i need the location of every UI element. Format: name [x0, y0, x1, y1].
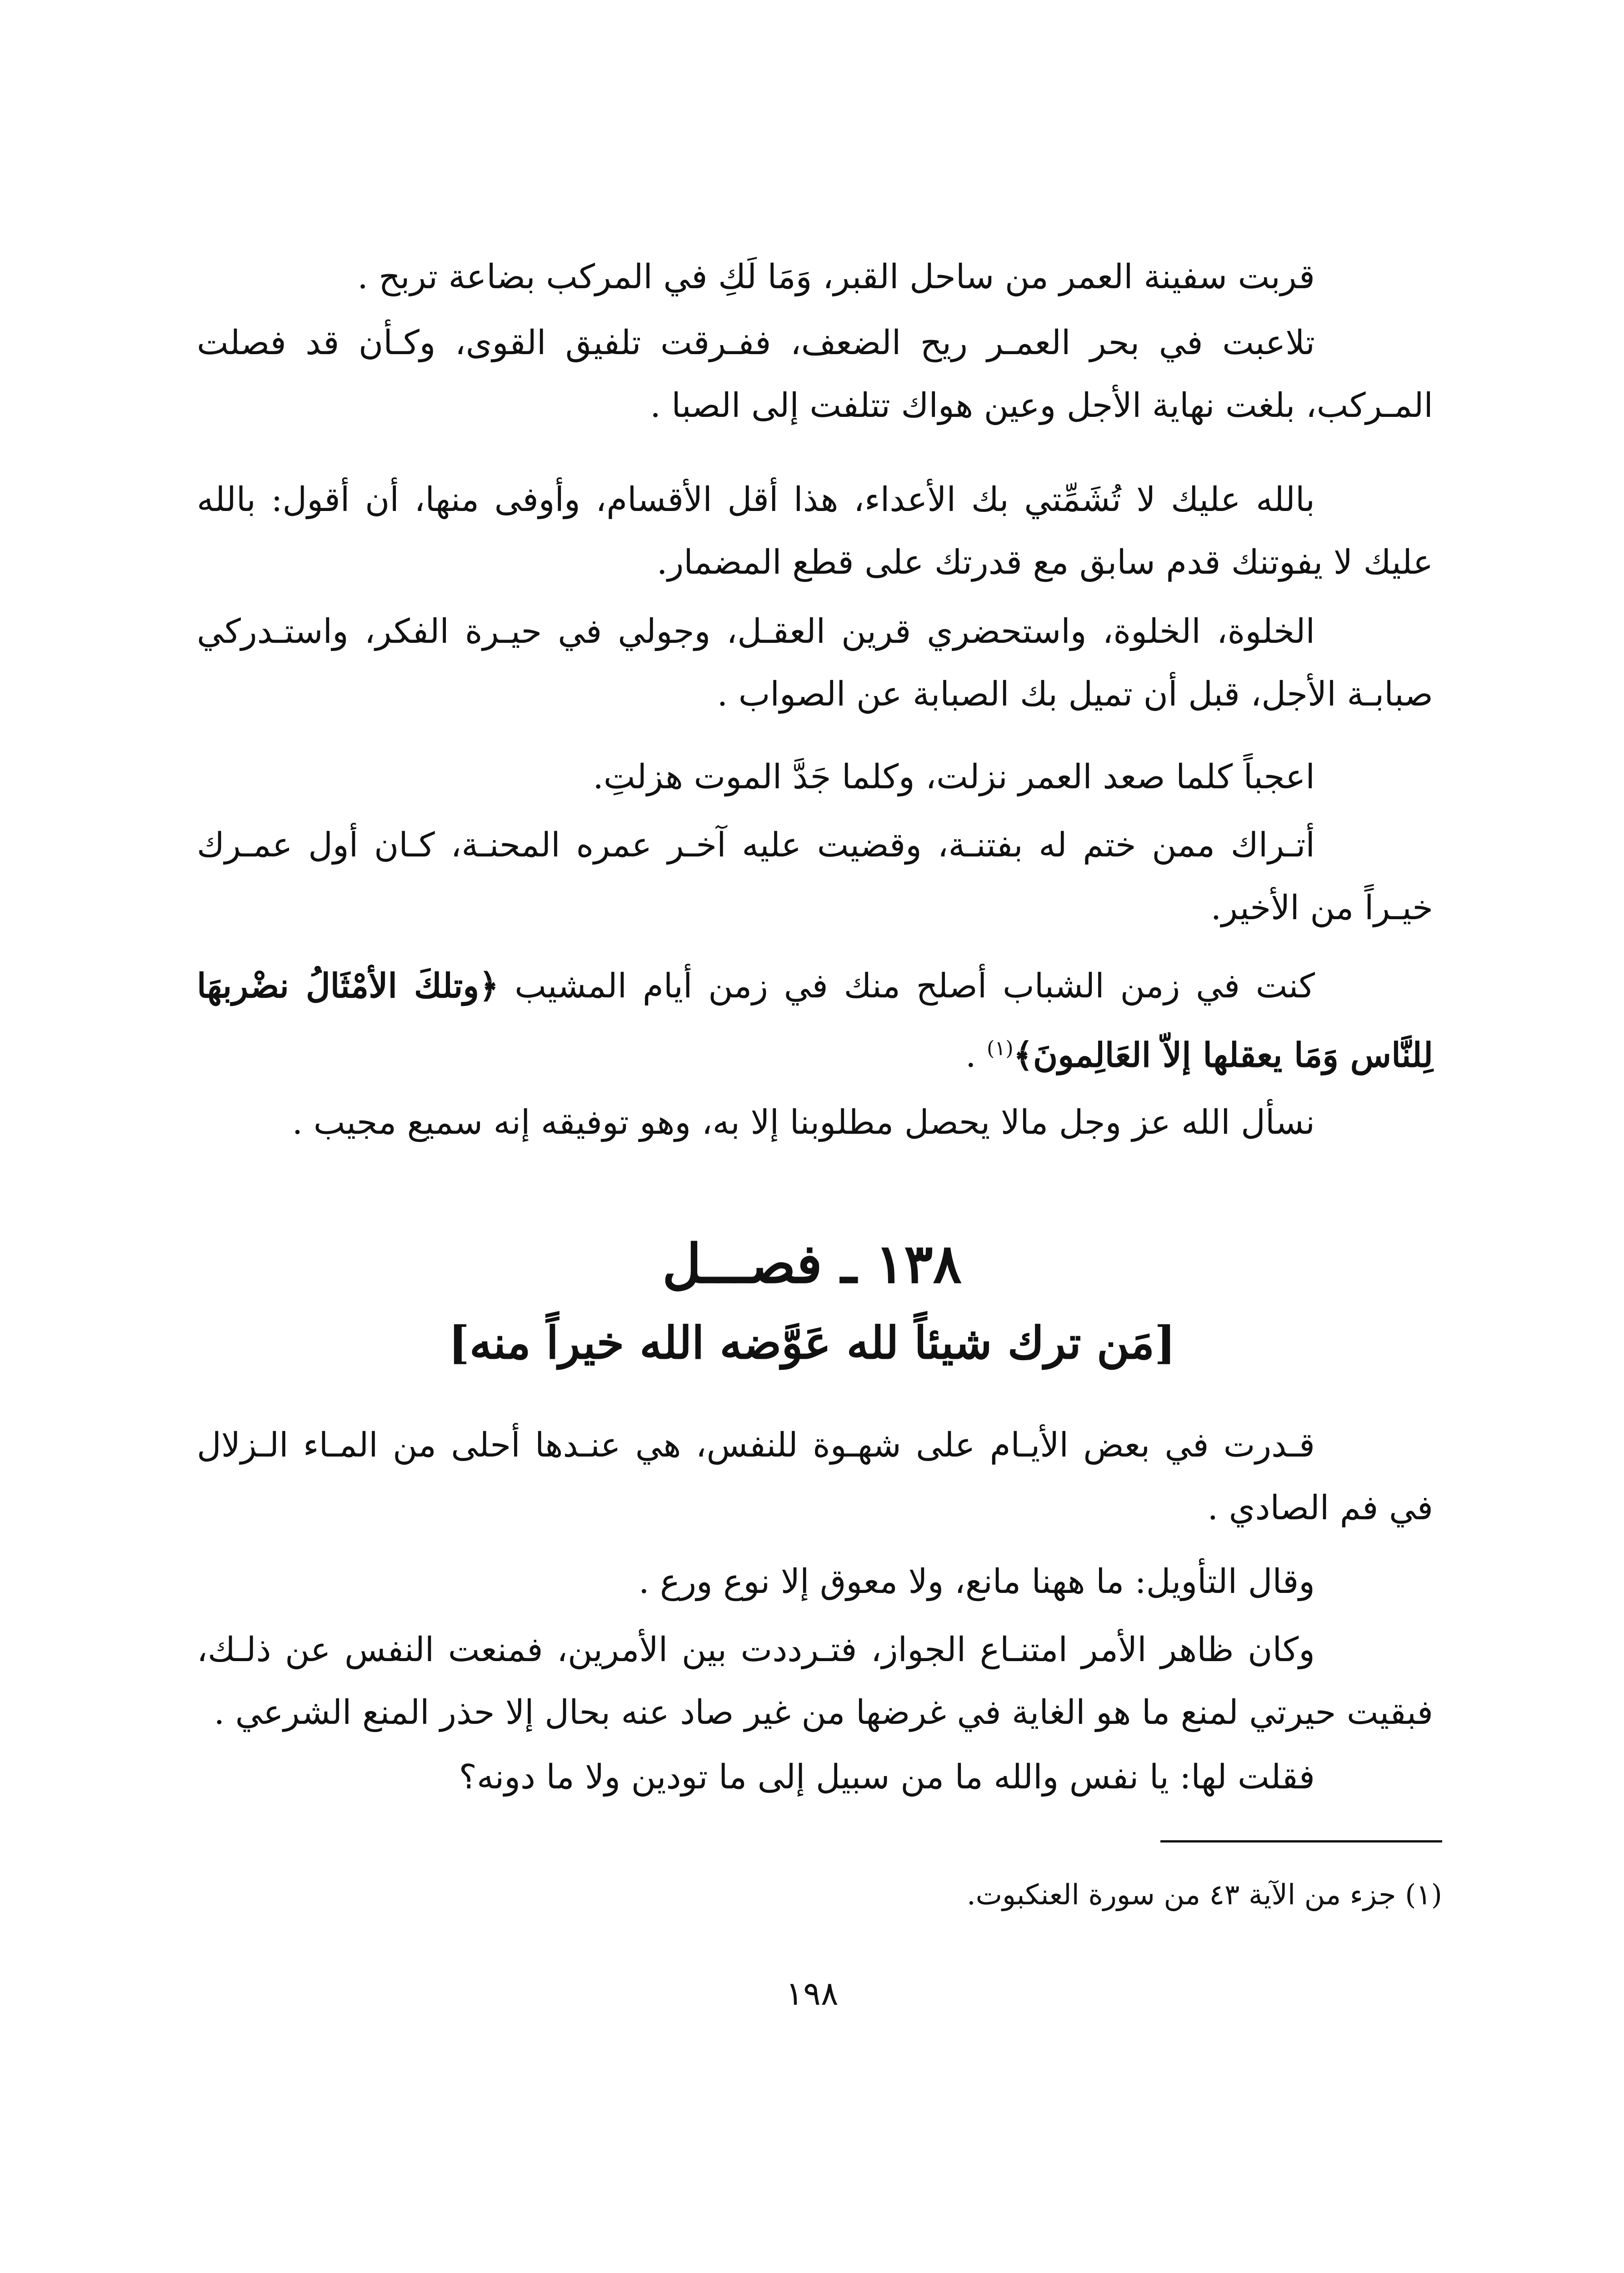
paragraph-lead: كنت في زمن الشباب أصلح منك في زمن أيام المشيب — [499, 966, 1315, 1006]
paragraph: وكان ظاهر الأمر امتنـاع الجواز، فتـرددت بين الأمرين، فمنعت النفس عن ذلـك، فبقيت حيرتي لمنع ما هو الغاية في غرضها من غير صاد عنه بحال إلا حذر المنع الشرعي . — [197, 1630, 1433, 1732]
paragraph: فقلت لها: يا نفس والله ما من سبيل إلى ما تودين ولا ما دونه؟ — [459, 1757, 1315, 1797]
paragraph-tail: . — [965, 1036, 987, 1075]
section-subtitle: [مَن ترك شيئاً لله عَوَّضه الله خيراً منه] — [448, 1317, 1176, 1369]
paragraph: قربت سفينة العمر من ساحل القبر، وَمَا لَكِ في المركب بضاعة تربح . — [357, 257, 1315, 296]
page-number: ١٩٨ — [785, 1974, 839, 2013]
quran-verse: ﴿وتلكَ الأمْثَالُ نضْربهَا لِلنَّاس وَمَا يعقلها إلاّ العَالِمونَ﴾ — [197, 966, 1433, 1075]
quran-paragraph — [197, 955, 1433, 1087]
paragraph: نسأل الله عز وجل مالا يحصل مطلوبنا إلا به، وهو توفيقه إنه سميع مجيب . — [292, 1103, 1315, 1142]
section-heading: ١٣٨ ـ فصـــل — [662, 1232, 962, 1295]
paragraph: الخلوة، الخلوة، واستحضري قرين العقـل، وجولي في حيـرة الفكر، واستـدركي صبابـة الأجل، قبل أن تميل بك الصبابة عن الصواب . — [197, 612, 1433, 714]
paragraph: أتـراك ممن ختم له بفتنـة، وقضيت عليه آخـر عمره المحنـة، كـان أول عمـرك خيـراً من الأخير. — [197, 826, 1433, 927]
footnote-marker: (١) — [987, 1037, 1014, 1060]
paragraph: بالله عليك لا تُشَمِّتي بك الأعداء، هذا أقل الأقسام، وأوفى منها، أن أقول: بالله عليك لا يفوتنك قدم سابق مع قدرتك على قطع المضمار. — [197, 480, 1433, 582]
footnote-divider — [1160, 1840, 1442, 1842]
footnote: (١) جزء من الآية ٤٣ من سورة العنكبوت. — [966, 1878, 1442, 1911]
paragraph: قـدرت في بعض الأيـام على شهـوة للنفس، هي عنـدها أحلى من المـاء الـزلال في فم الصادي . — [197, 1426, 1433, 1527]
paragraph: وقال التأويل: ما ههنا مانع، ولا معوق إلا نوع ورع . — [639, 1562, 1315, 1601]
paragraph: تلاعبت في بحر العمـر ريح الضعف، ففـرقت تلفيق القوى، وكـأن قد فصلت المـركب، بلغت نهاية الأجل وعين هواك تتلفت إلى الصبا . — [197, 323, 1433, 425]
paragraph: اعجباً كلما صعد العمر نزلت، وكلما جَدَّ الموت هزلتِ. — [593, 757, 1315, 796]
